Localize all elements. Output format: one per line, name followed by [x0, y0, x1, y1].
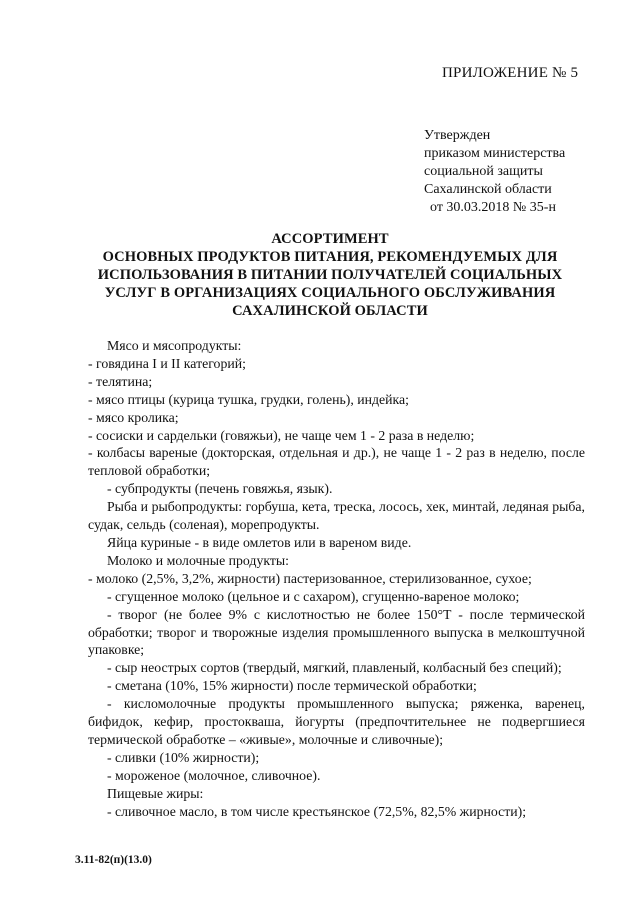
document-body — [88, 337, 585, 820]
list-item: - субпродукты (печень говяжья, язык). — [107, 481, 333, 497]
approval-line: Утвержден — [424, 128, 491, 143]
list-item: - сгущенное молоко (цельное и с сахаром), сгущенно-вареное молоко; — [107, 588, 520, 604]
section-fish: Рыба и рыбопродукты: горбуша, кета, треска, лосось, хек, минтай, ледяная рыба, судак, сельдь (соленая), морепродукты. — [88, 499, 585, 533]
list-item: - сливочное масло, в том числе крестьянское (72,5%, 82,5% жирности); — [107, 803, 527, 819]
list-item: - сосиски и сардельки (говяжьи), не чаще чем 1 - 2 раза в неделю; — [88, 427, 475, 443]
approval-date: от 30.03.2018 № 35-н — [430, 200, 556, 215]
title-line: САХАЛИНСКОЙ ОБЛАСТИ — [232, 303, 428, 319]
section-heading-fats: Пищевые жиры: — [107, 785, 204, 801]
list-item: - творог (не более 9% с кислотностью не более 150°Т - после термической обработки; творог и творожные изделия промышленного выпуска в мелкоштучной упаковке; — [88, 606, 585, 658]
section-eggs: Яйца куриные - в виде омлетов или в вареном виде. — [107, 534, 412, 550]
document-title — [70, 230, 590, 320]
list-item: - колбасы вареные (докторская, отдельная и др.), не чаще 1 - 2 раз в неделю, после тепловой обработки; — [88, 445, 585, 479]
appendix-label: ПРИЛОЖЕНИЕ № 5 — [442, 65, 579, 81]
list-item: - говядина I и II категорий; — [88, 355, 246, 371]
list-item: - кисломолочные продукты промышленного выпуска; ряженка, варенец, бифидок, кефир, простокваша, йогурты (предпочтительнее не подвергшиеся термической обработке – «живые», молочные и сливочные); — [88, 696, 585, 747]
title-line: ИСПОЛЬЗОВАНИЯ В ПИТАНИИ ПОЛУЧАТЕЛЕЙ СОЦИАЛЬНЫХ — [97, 267, 563, 283]
document-code: 3.11-82(п)(13.0) — [75, 854, 152, 866]
list-item: - мясо кролика; — [88, 409, 179, 425]
section-heading-meat: Мясо и мясопродукты: — [107, 338, 242, 353]
approval-line: социальной защиты — [424, 164, 543, 179]
section-heading-dairy: Молоко и молочные продукты: — [107, 552, 289, 568]
approval-block — [424, 127, 565, 217]
title-line: УСЛУГ В ОРГАНИЗАЦИЯХ СОЦИАЛЬНОГО ОБСЛУЖИВАНИЯ — [104, 285, 556, 301]
list-item: - телятина; — [88, 373, 153, 389]
list-item: - мороженое (молочное, сливочное). — [107, 767, 321, 783]
approval-line: Сахалинской области — [424, 182, 552, 197]
list-item: - сливки (10% жирности); — [107, 749, 260, 765]
title-line: АССОРТИМЕНТ — [271, 231, 389, 247]
list-item: - молоко (2,5%, 3,2%, жирности) пастеризованное, стерилизованное, сухое; — [88, 570, 532, 586]
approval-line: приказом министерства — [424, 146, 566, 161]
list-item: - мясо птицы (курица тушка, грудки, голень), индейка; — [88, 391, 409, 407]
list-item: - сметана (10%, 15% жирности) после термической обработки; — [107, 678, 477, 694]
list-item: - сыр неострых сортов (твердый, мягкий, плавленый, колбасный без специй); — [107, 660, 562, 676]
title-line: ОСНОВНЫХ ПРОДУКТОВ ПИТАНИЯ, РЕКОМЕНДУЕМЫХ ДЛЯ — [102, 249, 558, 265]
